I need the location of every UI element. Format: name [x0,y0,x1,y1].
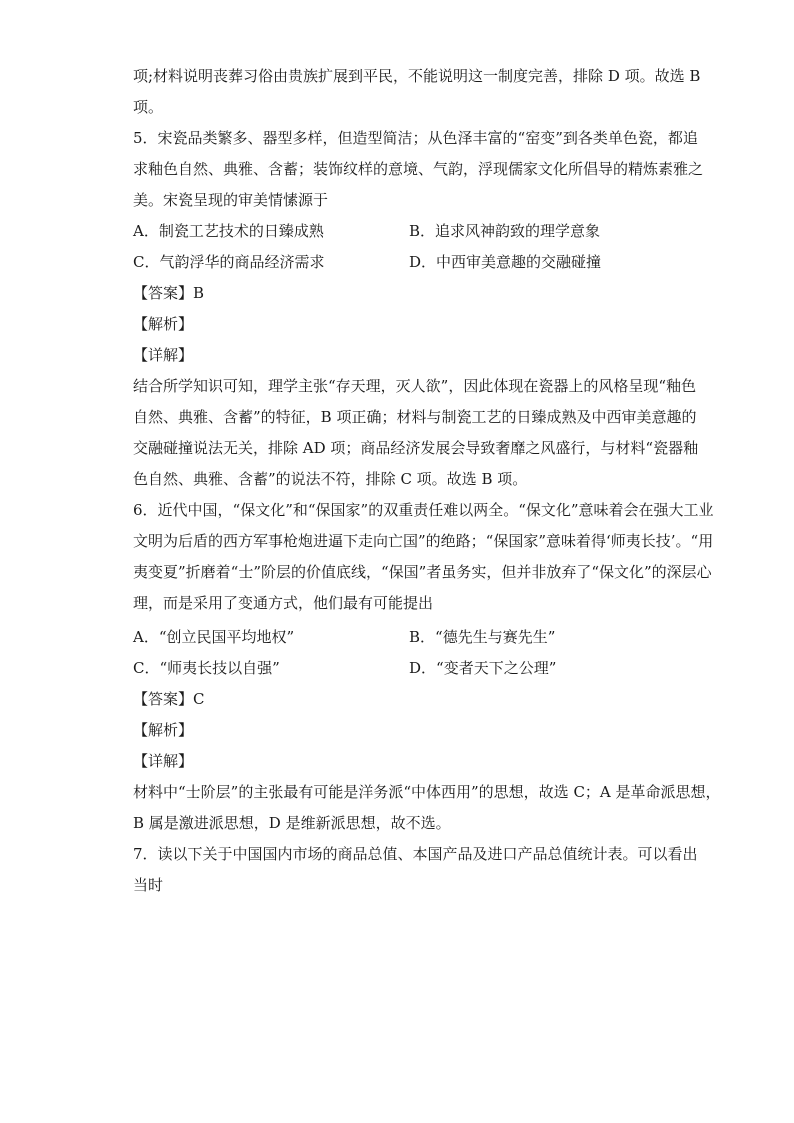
text-line: 项。 [133,98,164,116]
text-line: 当时 [133,876,164,894]
q6-option-c: C．“师夷长技以自强” [133,659,280,677]
q5-option-c: C．气韵浮华的商品经济需求 [133,253,325,271]
detail-label: 【详解】 [133,346,194,364]
q5-option-a: A．制瓷工艺技术的日臻成熟 [133,222,324,240]
analysis-label: 【解析】 [133,721,194,739]
q5-option-b: B．追求风神韵致的理学意象 [409,222,601,240]
answer-label: 【答案】C [133,690,205,708]
text-line: 项;材料说明丧葬习俗由贵族扩展到平民，不能说明这一制度完善，排除 D 项。故选 B [133,67,701,85]
text-line: 文明为后盾的西方军事枪炮进逼下走向亡国”的绝路；“保国家”意味着得‘师夷长技’。“用 [133,532,714,550]
question-5-stem: 5．宋瓷品类繁多、器型多样，但造型简洁；从色泽丰富的“窑变”到各类单色瓷，都追 [133,129,698,147]
text-line: 自然、典雅、含蓄”的特征，B 项正确；材料与制瓷工艺的日臻成熟及中西审美意趣的 [133,408,697,426]
text-line: 交融碰撞说法无关，排除 AD 项；商品经济发展会导致奢靡之风盛行，与材料“瓷器釉 [133,439,699,457]
q5-option-d: D．中西审美意趣的交融碰撞 [409,253,602,271]
text-line: 美。宋瓷呈现的审美情愫源于 [133,191,329,209]
text-line: 夷变夏”折磨着“士”阶层的价值底线，“保国”者虽务实，但并非放弃了“保文化”的深层心 [133,563,712,581]
question-7-stem: 7．读以下关于中国国内市场的商品总值、本国产品及进口产品总值统计表。可以看出 [133,845,698,863]
text-line: B 属是激进派思想，D 是维新派思想，故不选。 [133,814,451,832]
text-line: 色自然、典雅、含蓄”的说法不符，排除 C 项。故选 B 项。 [133,470,528,488]
analysis-label: 【解析】 [133,315,194,333]
detail-label: 【详解】 [133,752,194,770]
text-line: 材料中“士阶层”的主张最有可能是洋务派“中体西用”的思想，故选 C；A 是革命派思想， [133,783,721,801]
q6-option-b: B．“德先生与赛先生” [409,628,556,646]
q6-option-a: A．“创立民国平均地权” [133,628,295,646]
question-6-stem: 6．近代中国，“保文化”和“保国家”的双重责任难以两全。“保文化”意味着会在强大工业 [133,501,714,519]
text-line: 求釉色自然、典雅、含蓄；装饰纹样的意境、气韵，浮现儒家文化所倡导的精炼素雅之 [133,160,704,178]
answer-label: 【答案】B [133,284,205,302]
text-line: 理，而是采用了变通方式，他们最有可能提出 [133,594,434,612]
text-line: 结合所学知识可知，理学主张“存天理，灭人欲”，因此体现在瓷器上的风格呈现“釉色 [133,377,697,395]
q6-option-d: D．“变者天下之公理” [409,659,557,677]
